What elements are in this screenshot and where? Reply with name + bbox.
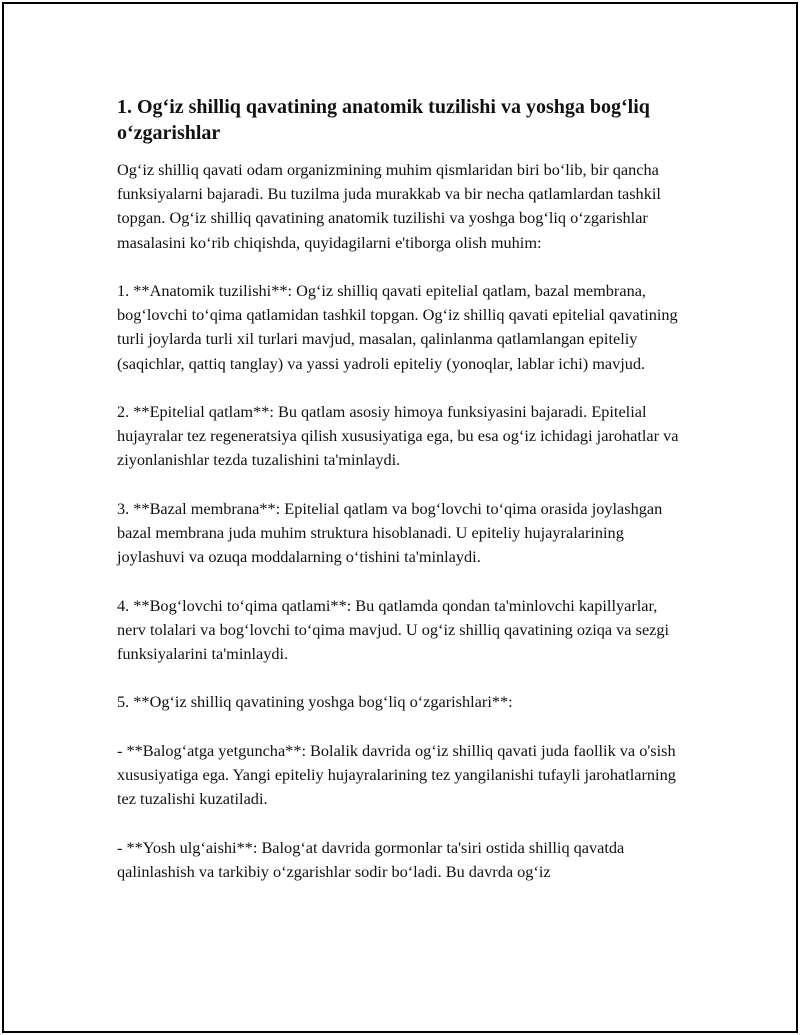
list-item-yosh-ulgaishi: - **Yosh ulg‘aishi**: Balog‘at davrida gormonlar ta'siri ostida shilliq qavatda qalinlashish va tarkibiy o‘zgarishlar sodir bo‘ladi. Bu davrda og‘iz [117,837,625,881]
paragraph-bazal-membrana: 3. **Bazal membrana**: Epitelial qatlam va bog‘lovchi to‘qima orasida joylashgan bazal membrana juda muhim struktura hisoblanadi. U epiteliy hujayralarining joylashuvi va ozuqa moddalarning o‘tishini ta'minlaydi. [117,498,663,567]
list-item-balogatga-yetguncha: - **Balog‘atga yetguncha**: Bolalik davrida og‘iz shilliq qavati juda faollik va o'sish xususiyatiga ega. Yangi epiteliy hujayralarining tez yangilanishi tufayli jarohatlarning tez tuzalishi kuzatiladi. [117,740,676,809]
document-body [117,94,682,884]
paragraph-anatomik-tuzilishi: 1. **Anatomik tuzilishi**: Og‘iz shilliq qavati epitelial qatlam, bazal membrana, bog‘lovchi to‘qima qatlamidan tashkil topgan. Og‘iz shilliq qavati epitelial qavatining turli joylarda turli xil turlari mavjud, masalan, qalinlanma qatlamlangan epiteliy (saqichlar, qattiq tanglay) va yassi yadroli epiteliy (yonoqlar, lablar ichi) mavjud. [117,281,678,373]
paragraph-boglovchi-toqima: 4. **Bog‘lovchi to‘qima qatlami**: Bu qatlamda qondan ta'minlovchi kapillyarlar, nerv tolalari va bog‘lovchi to‘qima mavjud. U og‘iz shilliq qavatining oziqa va sezgi funksiyalarini ta'minlaydi. [117,595,670,663]
paragraph-yoshga-boglik: 5. **Og‘iz shilliq qavatining yoshga bog‘liq o‘zgarishlari**: [117,692,513,712]
intro-paragraph: Og‘iz shilliq qavati odam organizmining muhim qismlaridan biri bo‘lib, bir qancha funksiyalarni bajaradi. Bu tuzilma juda murakkab va bir necha qatlamlardan tashkil topgan. Og‘iz shilliq qavatining anatomik tuzilishi va yoshga bog‘liq o‘zgarishlar masalasini ko‘rib chiqishda, quyidagilarni e'tiborga olish muhim: [117,160,661,252]
paragraph-epitelial-qatlam: 2. **Epitelial qatlam**: Bu qatlam asosiy himoya funksiyasini bajaradi. Epitelial hujayralar tez regeneratsiya qilish xususiyatiga ega, bu esa og‘iz ichidagi jarohatlar va ziyonlanishlar tezda tuzalishini ta'minlaydi. [117,402,679,470]
section-heading: 1. Og‘iz shilliq qavatining anatomik tuzilishi va yoshga bog‘liq o‘zgarishlar [117,96,650,144]
